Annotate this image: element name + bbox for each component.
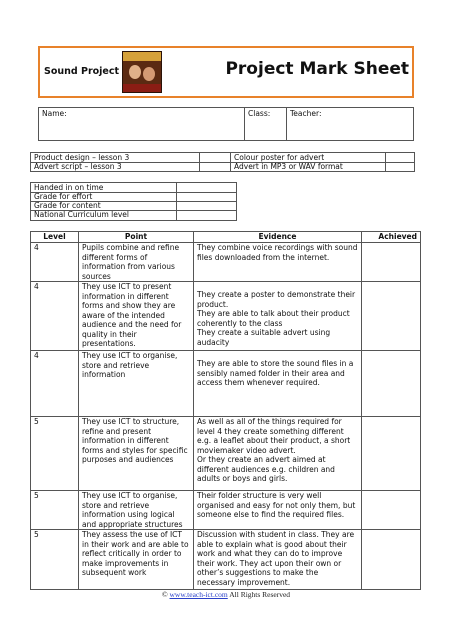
point-cell: They assess the use of ICT in their work and are able to reflect critically in order to make improvements in subsequent work [79, 530, 194, 590]
sheet-title: Project Mark Sheet [225, 59, 409, 79]
point-cell: They use ICT to present information in different forms and show they are aware of the intended audience and the need for quality in their presentations. [79, 282, 194, 351]
rights-text: All Rights Reserved [229, 590, 291, 599]
class-label: Class: [248, 109, 271, 118]
table-row [31, 243, 421, 282]
grade-table [30, 182, 237, 221]
point-cell: They use ICT to organise, store and retrieve information using logical and appropriate structures [79, 491, 194, 530]
evidence-cell: They create a poster to demonstrate their product. They are able to talk about their product coherently to the class They create a suitable advert using audacity [194, 282, 362, 351]
level-cell: 5 [31, 530, 79, 590]
table-row [31, 351, 421, 417]
evidence-cell: They are able to store the sound files in a sensibly named folder in their area and access them whenever required. [194, 351, 362, 417]
achieved-cell[interactable] [362, 491, 421, 530]
evidence-cell: Discussion with student in class. They are able to explain what is good about their work and what they can do to improve their work. They act upon their own or other’s suggestions to make the necessary improvement. [194, 530, 362, 590]
header-level: Level [31, 232, 79, 243]
point-cell: Pupils combine and refine different forms of information from various sources [79, 243, 194, 282]
level-cell: 4 [31, 351, 79, 417]
evidence-cell: They combine voice recordings with sound files downloaded from the internet. [194, 243, 362, 282]
achieved-cell[interactable] [362, 530, 421, 590]
header-evidence: Evidence [194, 232, 362, 243]
table-row [31, 530, 421, 590]
level-cell: 5 [31, 491, 79, 530]
evidence-cell: Their folder structure is very well organised and easy for not only them, but someone else to find the required files. [194, 491, 362, 530]
project-title: Sound Project [44, 66, 120, 77]
product-row-label: Advert script – lesson 3 [34, 162, 122, 171]
level-cell: 4 [31, 243, 79, 282]
product-row-label: Product design – lesson 3 [34, 153, 130, 162]
table-row [31, 417, 421, 491]
achieved-cell[interactable] [362, 282, 421, 351]
teacher-label: Teacher: [290, 109, 322, 118]
product-row-label: Advert in MP3 or WAV format [234, 162, 343, 171]
achieved-cell[interactable] [362, 417, 421, 491]
header-point: Point [79, 232, 194, 243]
point-cell: They use ICT to structure, refine and present information in different forms and styles for specific purposes and audiences [79, 417, 194, 491]
assessment-table [30, 231, 421, 590]
name-class-teacher-box [38, 107, 414, 141]
achieved-cell[interactable] [362, 351, 421, 417]
achieved-cell[interactable] [362, 243, 421, 282]
grade-row-label: National Curriculum level [34, 210, 129, 219]
copyright-symbol: © [161, 590, 168, 599]
movie-poster-image [122, 51, 162, 93]
table-row [31, 282, 421, 351]
header-banner [38, 46, 414, 98]
header-achieved: Achieved [362, 232, 421, 243]
point-cell: They use ICT to organise, store and retrieve information [79, 351, 194, 417]
footer [0, 590, 452, 599]
level-cell: 4 [31, 282, 79, 351]
site-link[interactable]: www.teach-ict.com [169, 590, 228, 599]
evidence-cell: As well as all of the things required for level 4 they create something different e.g. a leaflet about their product, a short moviemaker video advert. Or they create an advert aimed at different audiences e.g. children and adults or boys and girls. [194, 417, 362, 491]
grade-row-label: Handed in on time [34, 183, 104, 192]
level-cell: 5 [31, 417, 79, 491]
product-row-label: Colour poster for advert [234, 153, 325, 162]
table-row [31, 491, 421, 530]
grade-row-label: Grade for effort [34, 192, 93, 201]
product-table [30, 152, 415, 172]
name-label: Name: [42, 109, 67, 118]
grade-row-label: Grade for content [34, 201, 101, 210]
